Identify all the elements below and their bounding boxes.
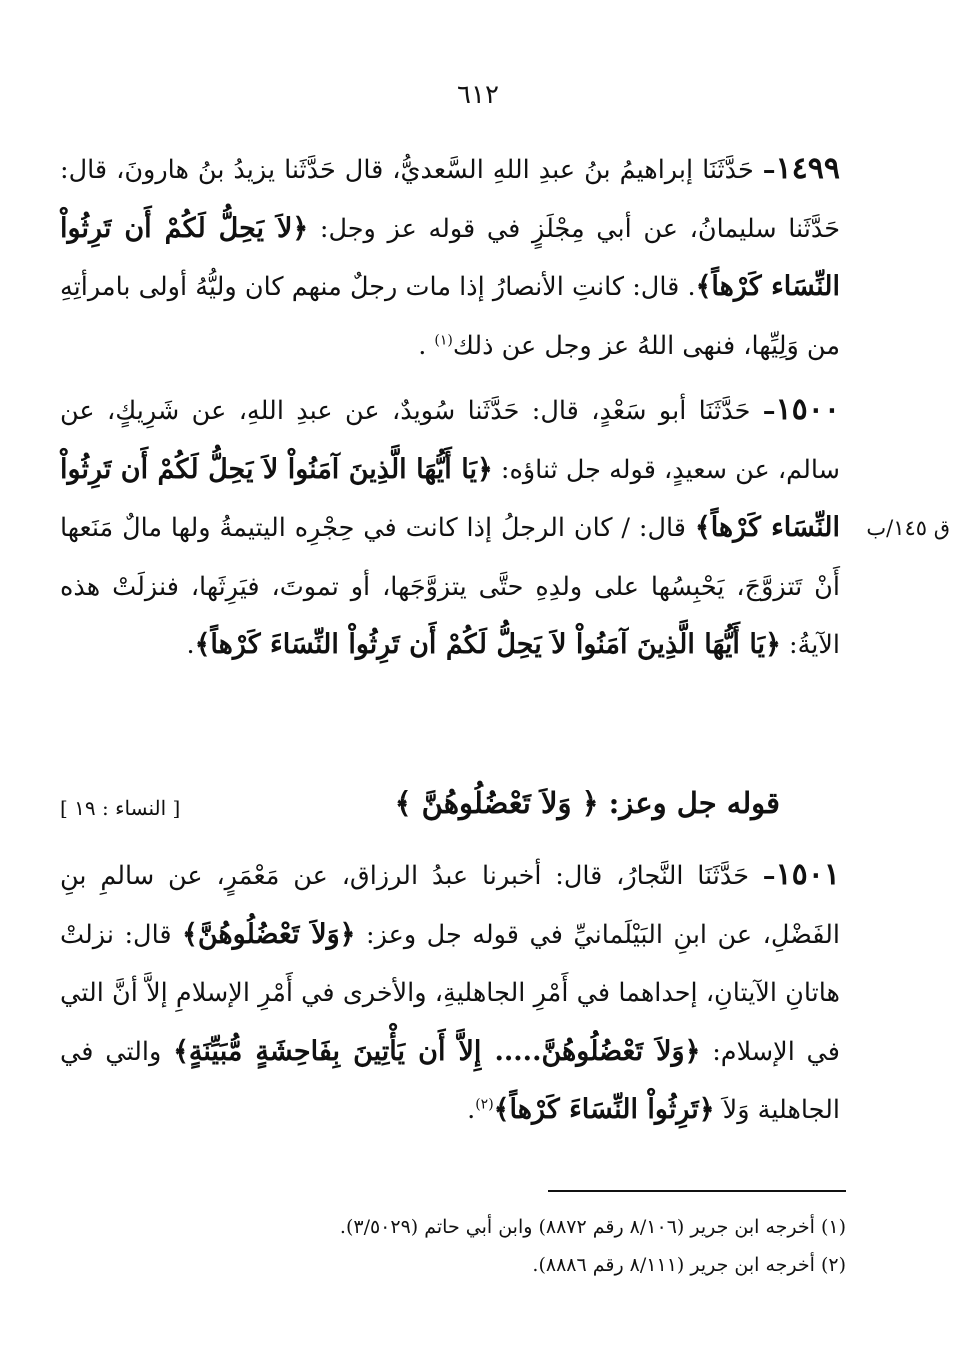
footnote-ref[interactable]: (١) <box>434 332 453 348</box>
main-text-block <box>60 140 840 675</box>
manuscript-folio-note: ق ١٤٥/ب <box>866 516 950 540</box>
hadith-1501 <box>60 846 840 1140</box>
hadith-text: قال: نزلتْ هاتانِ الآيتانِ، إحداهما في أَمْرِ الجاهليةِ، والأخرى في أَمْرِ الإسلامِ إلاَّ أنَّ التي في الإسلام: <box>60 919 840 1067</box>
heading-label: قوله جل وعز: <box>598 786 780 820</box>
hadith-text: . قال: كانتِ الأنصارُ إذا مات رجلٌ منهم كان وليُّهُ أولى بامرأتِهِ من وَلِيِّها، فنهى اللهُ عز وجل عن ذلك <box>60 272 840 361</box>
footnotes <box>200 1208 846 1284</box>
hadith-text: حَدَّثَنَا النَّجارُ، قال: أخبرنا عبدُ الرزاق، عن مَعْمَرٍ، عن سالمِ بنِ الفَضْلِ، عن ابنِ البَيْلَمانيِّ في قوله جل وعز: <box>60 861 840 950</box>
hadith-text: والتي في الجاهلية وَلاَ <box>60 1036 840 1125</box>
quran-quote: ﴿يَا أَيُّهَا الَّذِينَ آمَنُواْ لاَ يَحِلُّ لَكُمْ أَن تَرِثُواْ النِّسَاءَ كَرْهاً﴾ <box>194 629 781 660</box>
quran-quote: ﴿تَرِثُواْ النِّسَاءَ كَرْهاً﴾ <box>493 1094 715 1125</box>
hadith-number: ١٤٩٩ <box>775 151 840 186</box>
section-heading-title <box>395 786 780 820</box>
hadith-dash: – <box>762 861 776 891</box>
footnote-item: (٢) أخرجه ابن جرير (٨/١١١ رقم ٨٨٨٦). <box>532 1254 846 1276</box>
hadith-number: ١٥٠٠ <box>775 392 840 427</box>
hadith-number: ١٥٠١ <box>775 857 840 892</box>
footnote-ref[interactable]: (٢) <box>475 1096 494 1113</box>
hadith-text: حَدَّثَنَا أبو سَعْدٍ، قال: حَدَّثَنا سُويدٌ، عن عبدِ اللهِ، عن شَرِيكٍ، عن سالم، عن سعيدٍ، قوله جل ثناؤه: <box>60 396 840 485</box>
hadith-text: حَدَّثَنَا إبراهيمُ بنُ عبدِ اللهِ السَّعديُّ، قال حَدَّثَنا يزيدُ بنُ هارونَ، قال: حَدَّثَنا سليمانُ، عن أبي مِجْلَزٍ في قوله عز وجل: <box>60 155 840 244</box>
heading-verse: ﴿ وَلاَ تَعْضُلُوهُنَّ ﴾ <box>394 786 599 820</box>
quran-quote: ﴿لاَ يَحِلُّ لَكُمْ أَن تَرِثُواْ النِّسَاء كَرْهاً﴾ <box>60 212 840 302</box>
footnote-item: (١) أخرجه ابن جرير (٨/١٠٦ رقم ٨٨٧٢) وابن أبي حاتم (٣/٥٠٢٩). <box>339 1216 846 1238</box>
hadith-text: قال: / كان الرجلُ إذا كانت في حِجْرِه اليتيمةُ ولها مالٌ مَنَعها أَنْ تَتزوَّجَ، يَحْبِسُها على ولدِهِ حتَّى يتزوَّجَها، أو تموتَ، فيَرِثَها، فنزلَتْ هذه الآيةُ: <box>60 513 840 660</box>
page-number: ٦١٢ <box>457 80 499 110</box>
second-text-block <box>60 846 840 1140</box>
hadith-text: . <box>467 1095 476 1125</box>
hadith-1499 <box>60 140 840 375</box>
hadith-dash: – <box>762 396 776 426</box>
section-heading <box>60 786 840 842</box>
footnote-divider <box>548 1190 846 1192</box>
quran-quote: ﴿يَا أَيُّهَا الَّذِينَ آمَنُواْ لاَ يَحِلُّ لَكُمْ أَن تَرِثُواْ النِّسَاء كَرْهاً﴾ <box>60 453 840 543</box>
hadith-text: . <box>418 330 435 361</box>
quran-quote: ﴿وَلاَ تَعْضُلُوهُنَّ..... إِلاَّ أَن يَأْتِينَ بِفَاحِشَةٍ مُّبَيِّنَةٍ﴾ <box>173 1035 701 1067</box>
quran-quote: ﴿وَلاَ تَعْضُلُوهُنَّ﴾ <box>182 918 356 950</box>
hadith-1500 <box>60 381 840 675</box>
hadith-text: . <box>186 630 195 660</box>
surah-reference: [ النساء : ١٩ ] <box>60 796 181 820</box>
hadith-dash: – <box>762 155 776 185</box>
